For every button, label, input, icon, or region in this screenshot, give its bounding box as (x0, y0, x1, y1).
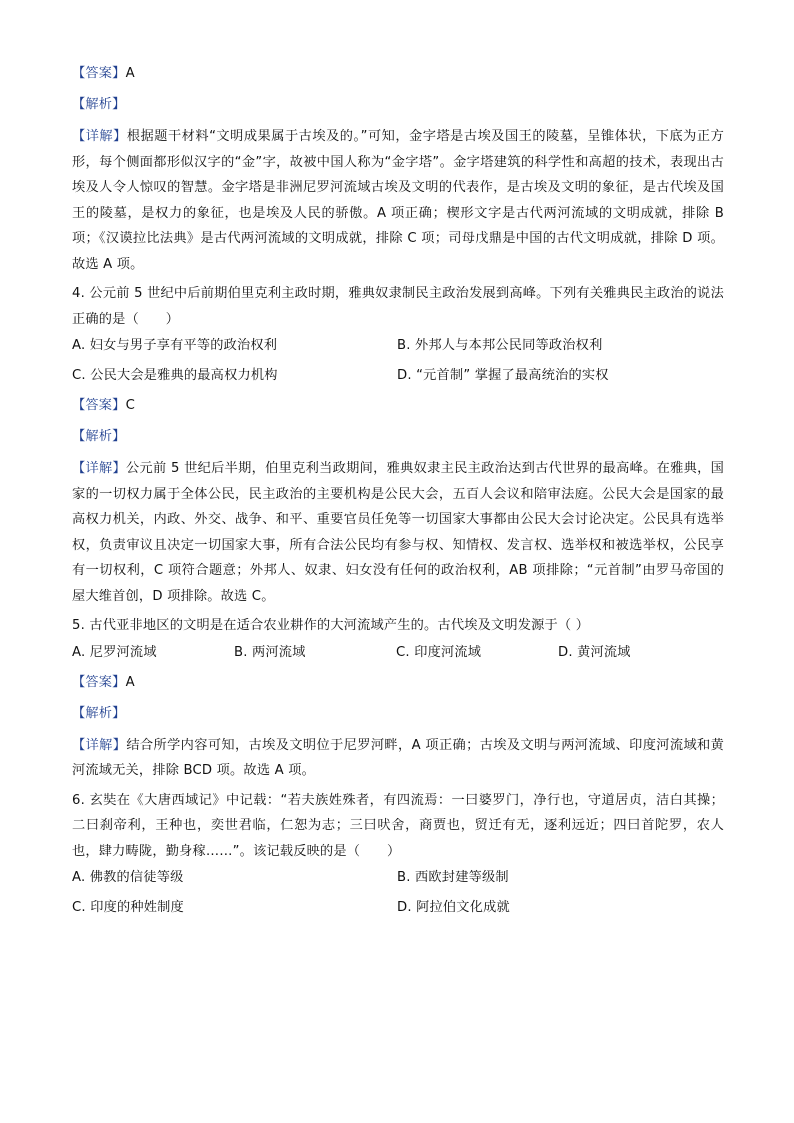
q4-answer-line (72, 396, 724, 416)
q4-analysis-line (72, 427, 724, 447)
q4-options-row-2 (72, 366, 724, 386)
document-page (72, 60, 724, 918)
q3-analysis-line (72, 95, 724, 115)
q5-stem: 5. 古代亚非地区的文明是在适合农业耕作的大河流域产生的。古代埃及文明发源于（ ） (72, 618, 590, 633)
q3-answer-value: A (125, 66, 135, 81)
q6-options-row-1 (72, 868, 724, 888)
q3-detail-text: 根据题干材料“文明成果属于古埃及的。”可知，金字塔是古埃及国王的陵墓，呈锥体状，下底为正方形，每个侧面都形似汉字的“金”字，故被中国人称为“金字塔”。金字塔建筑的科学性和高超的技术，表现出古埃及人令人惊叹的智慧。金字塔是非洲尼罗河流域古埃及文明的代表作，是古埃及文明的象征，是古代埃及国王的陵墓，是权力的象征，也是埃及人民的骄傲。A 项正确；楔形文字是古代两河流域的文明成就，排除 B 项；《汉谟拉比法典》是古代两河流域的文明成就，排除 C 项；司母戊鼎是中国的古代文明成就，排除 D 项。故选 A 项。 (72, 129, 724, 272)
q5-answer-value: A (125, 674, 135, 690)
q6-option-c[interactable]: C. 印度的种姓制度 (72, 900, 184, 915)
q4-detail-tag: 【详解】 (72, 461, 126, 476)
q5-analysis-tag: 【解析】 (72, 705, 126, 721)
q4-answer-tag: 【答案】 (72, 398, 126, 413)
q5-analysis-line (72, 704, 724, 724)
q6-option-d[interactable]: D. 阿拉伯文化成就 (397, 900, 510, 915)
q4-option-b[interactable]: B. 外邦人与本邦公民同等政治权利 (397, 338, 603, 353)
q4-answer-value: C (125, 398, 135, 413)
q5-option-a[interactable]: A. 尼罗河流域 (72, 644, 157, 660)
q4-option-c[interactable]: C. 公民大会是雅典的最高权力机构 (72, 368, 278, 383)
q3-detail-paragraph (72, 124, 724, 277)
q5-options-row (72, 643, 724, 663)
q5-answer-tag: 【答案】 (72, 674, 126, 690)
q5-detail-tag: 【详解】 (72, 737, 127, 753)
q5-answer-line (72, 673, 724, 693)
q3-detail-tag: 【详解】 (72, 129, 127, 144)
q3-analysis-tag: 【解析】 (72, 97, 126, 112)
q5-option-b[interactable]: B. 两河流域 (234, 644, 306, 660)
q6-option-b[interactable]: B. 西欧封建等级制 (397, 870, 509, 885)
q5-detail-text: 结合所学内容可知，古埃及文明位于尼罗河畔，A 项正确；古埃及文明与两河流域、印度河流域和黄河流域无关，排除 BCD 项。故选 A 项。 (72, 737, 724, 778)
q4-stem: 4. 公元前 5 世纪中后前期伯里克利主政时期，雅典奴隶制民主政治发展到高峰。下列有关雅典民主政治的说法正确的是（ ） (72, 286, 724, 327)
q5-option-d[interactable]: D. 黄河流域 (558, 644, 631, 660)
q5-option-c[interactable]: C. 印度河流域 (396, 644, 482, 660)
q6-options-row-2 (72, 898, 724, 918)
q4-detail-text: 公元前 5 世纪后半期，伯里克利当政期间，雅典奴隶主民主政治达到古代世界的最高峰。在雅典，国家的一切权力属于全体公民，民主政治的主要机构是公民大会，五百人会议和陪审法庭。公民大会是国家的最高权力机关，内政、外交、战争、和平、重要官员任免等一切国家大事都由公民大会讨论决定。公民具有选举权，负责审议且决定一切国家大事，所有合法公民均有参与权、知情权、发言权、选举权和被选举权，公民享有一切权利，C 项符合题意；外邦人、奴隶、妇女没有任何的政治权利，AB 项排除；“元首制”由罗马帝国的屋大维首创，D 项排除。故选 C。 (72, 461, 724, 604)
q5-detail-paragraph (72, 733, 724, 784)
q4-option-d[interactable]: D. “元首制” 掌握了最高统治的实权 (397, 368, 609, 383)
q6-option-a[interactable]: A. 佛教的信徒等级 (72, 870, 184, 885)
q4-options-row-1 (72, 336, 724, 356)
q4-detail-paragraph (72, 456, 724, 609)
q6-stem: 6. 玄奘在《大唐西域记》中记载：“若夫族姓殊者，有四流焉：一曰婆罗门，净行也，守道居贞，洁白其操；二曰刹帝利，王种也，奕世君临，仁恕为志；三曰吠舍，商贾也，贸迁有无，逐利远近；四曰首陀罗，农人也，肆力畴陇，勤身稼……”。该记载反映的是（ ） (72, 792, 724, 859)
q3-answer-tag: 【答案】 (72, 66, 126, 81)
q3-answer-line (72, 64, 724, 84)
q4-option-a[interactable]: A. 妇女与男子享有平等的政治权利 (72, 338, 278, 353)
q4-analysis-tag: 【解析】 (72, 429, 126, 444)
